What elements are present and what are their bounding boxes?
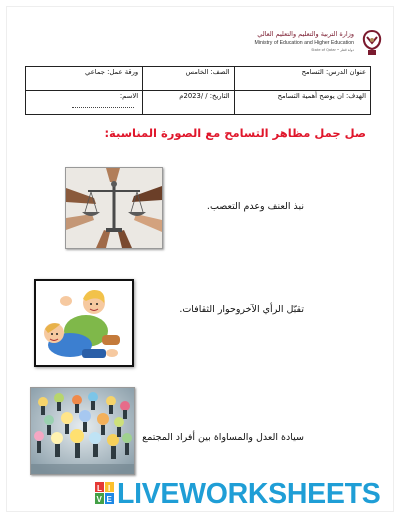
sentence-accept-opinion[interactable]: تقبّل الرأي الآخروحوار الثقافات.: [179, 304, 304, 315]
lightbulb-people-image[interactable]: [30, 387, 135, 475]
svg-text:E: E: [106, 495, 112, 504]
svg-text:V: V: [96, 495, 102, 504]
children-hugging-image[interactable]: [34, 279, 134, 367]
ministry-name-english: Ministry of Education and Higher Education: [254, 40, 354, 46]
date-cell: التاريخ: / /2023م: [143, 91, 235, 115]
table-row: [26, 67, 371, 91]
svg-text:L: L: [97, 484, 102, 493]
sentence-reject-violence[interactable]: نبذ العنف وعدم التعصب.: [206, 201, 304, 212]
table-row: [26, 91, 371, 115]
ministry-emblem-icon: [358, 28, 386, 58]
ministry-subtitle: دولة قطر • State of Qatar: [311, 48, 354, 52]
name-cell: [26, 91, 143, 115]
goal-cell: الهدف: ان يوضح أهمية التسامح: [234, 91, 370, 115]
lesson-title-cell: عنوان الدرس: التسامح: [234, 67, 370, 91]
sentence-justice-equality[interactable]: سيادة العدل والمساواة بين أفراد المجتمع: [142, 432, 304, 443]
scales-hands-image[interactable]: [65, 167, 163, 249]
liveworksheets-brand: [95, 480, 390, 510]
lesson-info-table: [25, 66, 371, 115]
name-label: الاسم:: [119, 92, 139, 100]
liveworksheets-wordmark: LIVEWORKSHEETS: [117, 478, 381, 510]
svg-text:I: I: [108, 484, 111, 493]
ministry-logo: [236, 28, 386, 62]
worksheet-type-cell: ورقة عمل: جماعي: [26, 67, 143, 91]
grade-cell: الصف: الخامس: [143, 67, 235, 91]
instruction-title: صل جمل مظاهر التسامح مع الصورة المناسبة:: [104, 126, 366, 140]
ministry-name-arabic: وزارة التربية والتعليم والتعليم العالي: [257, 30, 354, 38]
liveworksheets-logo-icon: [95, 482, 114, 504]
name-blank-line[interactable]: [72, 101, 134, 108]
